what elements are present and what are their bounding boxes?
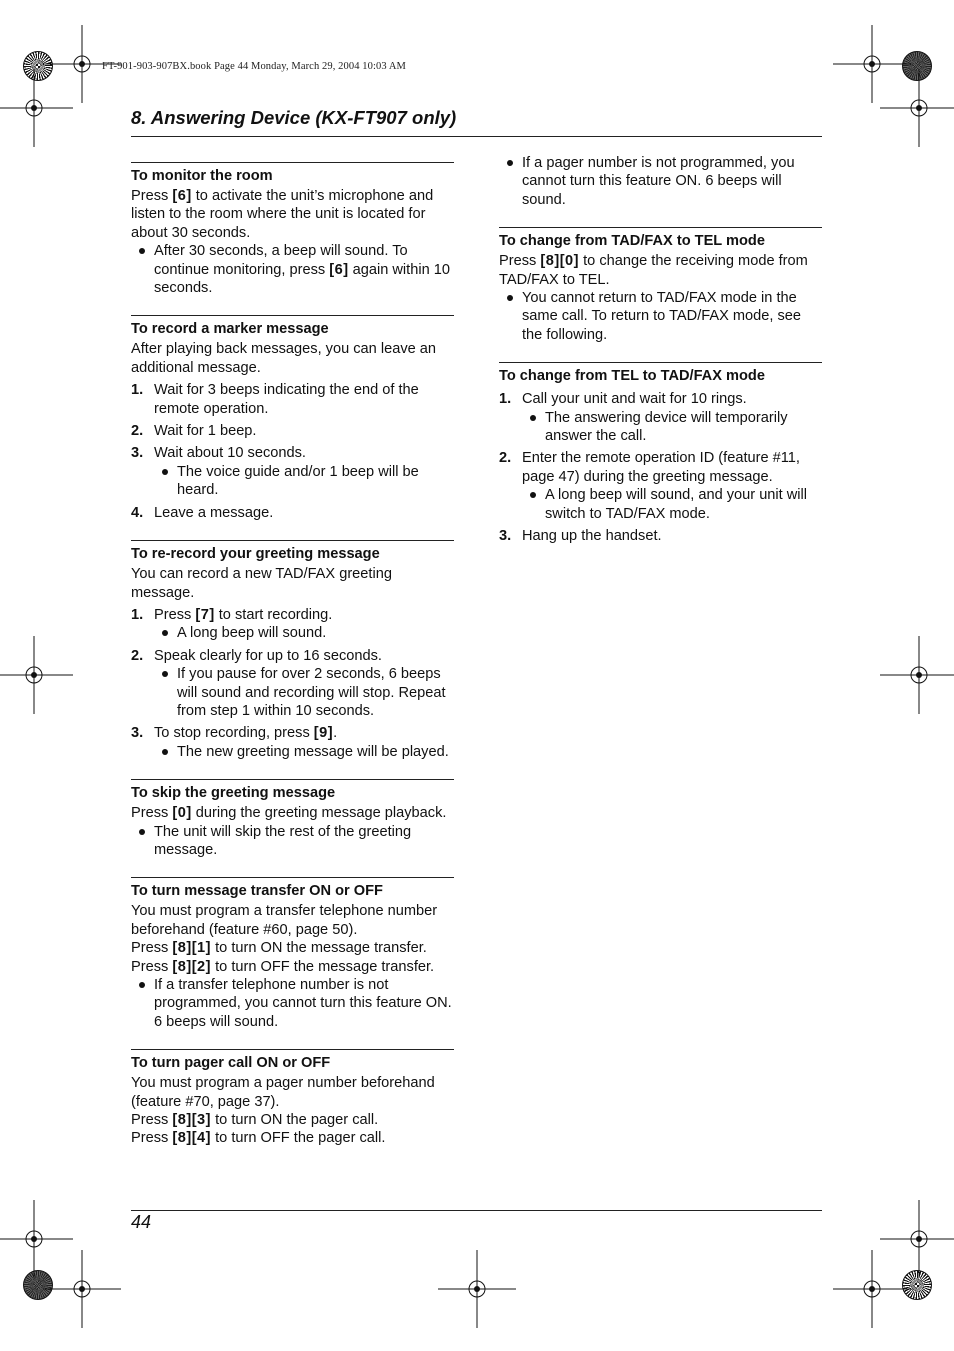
- section-title: To turn message transfer ON or OFF: [131, 883, 383, 900]
- crosshair-mark: [880, 636, 954, 714]
- print-header: FT-901-903-907BX.book Page 44 Monday, March 29, 2004 10:03 AM: [102, 61, 406, 72]
- key-label: [8][4]: [172, 1130, 212, 1147]
- key-label: [8][0]: [540, 253, 580, 270]
- key-label: [8][2]: [172, 958, 212, 975]
- step-item: 3. To stop recording, press [9]. The new greeting message will be played.: [131, 724, 454, 761]
- key-label: [8][3]: [172, 1112, 212, 1129]
- step-item: 2. Speak clearly for up to 16 seconds. If you pause for over 2 seconds, 6 beeps will sound and recording will stop. Repeat from step 1 within 10 seconds.: [131, 647, 454, 721]
- section-tel-to-tadfax: [499, 362, 822, 545]
- paragraph: Press [8][4] to turn OFF the pager call.: [131, 1130, 386, 1147]
- step-item: 1. Call your unit and wait for 10 rings. The answering device will temporarily answer the call.: [499, 390, 822, 445]
- chapter-title: 8. Answering Device (KX-FT907 only): [131, 107, 457, 128]
- header-rule: [131, 136, 822, 137]
- section-message-transfer: [131, 877, 454, 1031]
- paragraph: After playing back messages, you can leave an additional message.: [131, 341, 437, 376]
- bullet-item: If a transfer telephone number is not programmed, you cannot turn this feature ON. 6 beeps will sound.: [131, 976, 454, 1031]
- section-title: To monitor the room: [131, 168, 273, 184]
- paragraph: Press [8][1] to turn ON the message transfer.: [131, 940, 427, 957]
- key-label: [9]: [313, 725, 334, 742]
- bullet-item: The unit will skip the rest of the greeting message.: [131, 823, 454, 860]
- step-item: 1. Press [7] to start recording. A long beep will sound.: [131, 606, 454, 643]
- section-title: To re-record your greeting message: [131, 546, 380, 563]
- section-rerecord-greeting: [131, 540, 454, 761]
- step-item: 2. Wait for 1 beep.: [131, 423, 257, 440]
- page-number: 44: [131, 1212, 152, 1232]
- crosshair-mark: [0, 69, 73, 147]
- crosshair-mark: [43, 1250, 121, 1328]
- paragraph: Press [6] to activate the unit’s microphone and listen to the room where the unit is located for about 30 seconds.: [131, 188, 434, 241]
- left-column: [131, 162, 454, 1166]
- crosshair-mark: [438, 1250, 516, 1328]
- bullet-item: If you pause for over 2 seconds, 6 beeps will sound and recording will stop. Repeat from step 1 within 10 seconds.: [154, 665, 454, 720]
- crosshair-mark: [880, 69, 954, 147]
- paragraph: You can record a new TAD/FAX greeting message.: [131, 566, 392, 601]
- section-marker-message: [131, 315, 454, 522]
- crosshair-mark: [833, 1250, 911, 1328]
- bullet-item: A long beep will sound, and your unit will switch to TAD/FAX mode.: [522, 486, 822, 523]
- section-monitor-room: [131, 162, 454, 297]
- paragraph: You must program a transfer telephone number beforehand (feature #60, page 50).: [131, 903, 438, 938]
- paragraph: Press [8][0] to change the receiving mode from TAD/FAX to TEL.: [499, 253, 808, 288]
- bullet-item: You cannot return to TAD/FAX mode in the same call. To return to TAD/FAX mode, see the following.: [499, 289, 822, 344]
- key-label: [7]: [195, 606, 215, 623]
- crosshair-mark: [0, 636, 73, 714]
- paragraph: Press [8][3] to turn ON the pager call.: [131, 1112, 379, 1129]
- key-label: [0]: [172, 805, 192, 822]
- section-title: To change from TAD/FAX to TEL mode: [499, 233, 765, 250]
- step-item: 3. Hang up the handset.: [499, 528, 662, 545]
- key-label: [6]: [172, 188, 192, 204]
- bullet-item: A long beep will sound.: [154, 624, 454, 642]
- bullet-item: If a pager number is not programmed, you cannot turn this feature ON. 6 beeps will sound.: [499, 154, 822, 209]
- right-column: [499, 154, 822, 564]
- section-title: To record a marker message: [131, 321, 329, 338]
- step-item: 3. Wait about 10 seconds. The voice guide and/or 1 beep will be heard.: [131, 444, 454, 499]
- step-item: 2. Enter the remote operation ID (feature #11, page 47) during the greeting message. A long beep will sound, and your unit will switch to TAD/FAX mode.: [499, 449, 822, 523]
- key-label: [6]: [329, 261, 349, 278]
- section-tadfax-to-tel: [499, 227, 822, 344]
- section-title: To change from TEL to TAD/FAX mode: [499, 368, 765, 385]
- paragraph: Press [8][2] to turn OFF the message transfer.: [131, 958, 435, 975]
- section-title: To turn pager call ON or OFF: [131, 1055, 331, 1072]
- bullet-item: After 30 seconds, a beep will sound. To continue monitoring, press [6] again within 10 seconds.: [131, 242, 454, 297]
- paragraph: Press [0] during the greeting message playback.: [131, 805, 447, 822]
- section-title: To skip the greeting message: [131, 785, 336, 802]
- bullet-item: The answering device will temporarily answer the call.: [522, 409, 822, 446]
- key-label: [8][1]: [172, 940, 212, 957]
- bullet-item: The voice guide and/or 1 beep will be heard.: [154, 463, 454, 500]
- section-skip-greeting: [131, 779, 454, 859]
- paragraph: You must program a pager number beforehand (feature #70, page 37).: [131, 1075, 435, 1110]
- bullet-item: The new greeting message will be played.: [154, 743, 454, 761]
- step-item: 1. Wait for 3 beeps indicating the end of the remote operation.: [131, 382, 419, 417]
- section-pager-call: [131, 1049, 454, 1148]
- footer-rule: [131, 1210, 822, 1211]
- step-item: 4. Leave a message.: [131, 504, 274, 521]
